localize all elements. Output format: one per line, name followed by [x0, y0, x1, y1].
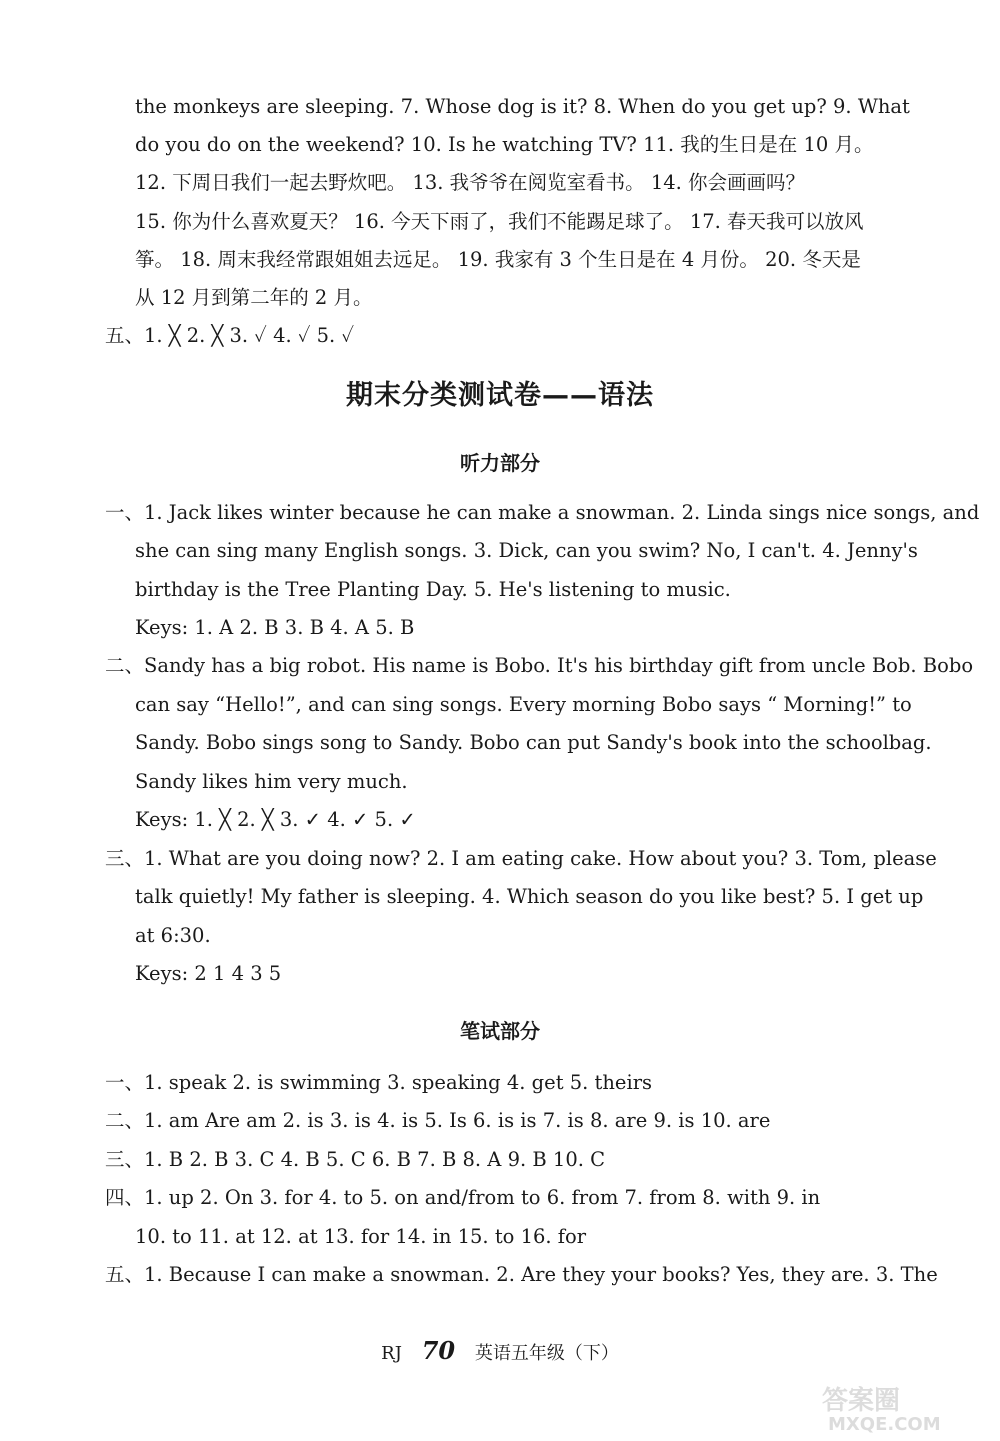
text-line: 15. 你为什么喜欢夏天？ 16. 今天下雨了，我们不能踢足球了。 17. 春天我可以放风: [135, 210, 864, 233]
watermark-logo: [792, 1380, 992, 1438]
text-line: 四、1. up 2. On 3. for 4. to 5. on and/from to 6. from 7. from 8. with 9. in: [105, 1186, 821, 1209]
listening-heading: 听力部分: [460, 451, 540, 475]
text-line: do you do on the weekend? 10. Is he watching TV? 11. 我的生日是在 10 月。: [135, 133, 874, 156]
watermark-text: 答案圈: [822, 1386, 901, 1416]
text-line: 三、1. What are you doing now? 2. I am eating cake. How about you? 3. Tom, please: [105, 847, 937, 870]
text-line: 筝。 18. 周末我经常跟姐姐去远足。 19. 我家有 3 个生日是在 4 月份。 20. 冬天是: [135, 248, 861, 271]
text-line: talk quietly! My father is sleeping. 4. Which season do you like best? 5. I get up: [135, 885, 924, 908]
section-title: 期末分类测试卷——语法: [346, 380, 654, 411]
text-line: birthday is the Tree Planting Day. 5. He's listening to music.: [135, 578, 731, 601]
text-line: Sandy likes him very much.: [135, 770, 408, 793]
page-number: 70: [421, 1336, 456, 1365]
text-line: 三、1. B 2. B 3. C 4. B 5. C 6. B 7. B 8. A 9. B 10. C: [105, 1148, 606, 1171]
text-line: 从 12 月到第二年的 2 月。: [135, 286, 373, 309]
text-line: 二、Sandy has a big robot. His name is Bobo. It's his birthday gift from uncle Bob. Bobo: [105, 654, 974, 677]
text-line: 一、1. speak 2. is swimming 3. speaking 4. get 5. theirs: [105, 1071, 653, 1094]
page-footer: [0, 1336, 1000, 1365]
text-line: she can sing many English songs. 3. Dick, can you swim? No, I can't. 4. Jenny's: [135, 539, 918, 562]
footer-edition: RJ: [381, 1343, 402, 1364]
text-line: 一、1. Jack likes winter because he can make a snowman. 2. Linda sings nice songs, and: [105, 501, 980, 524]
text-line: Sandy. Bobo sings song to Sandy. Bobo can put Sandy's book into the schoolbag.: [135, 731, 932, 754]
text-line: 五、1. ╳ 2. ╳ 3. ✓ 4. ✓ 5. ✓: [105, 324, 355, 347]
text-line: 10. to 11. at 12. at 13. for 14. in 15. to 16. for: [135, 1225, 587, 1248]
text-line: Keys: 2 1 4 3 5: [135, 962, 282, 985]
text-line: 12. 下周日我们一起去野炊吧。 13. 我爷爷在阅览室看书。 14. 你会画画吗？: [135, 171, 806, 194]
watermark-url: MXQE.COM: [828, 1414, 941, 1435]
text-line: 二、1. am Are am 2. is 3. is 4. is 5. Is 6. is is 7. is 8. are 9. is 10. are: [105, 1109, 771, 1132]
text-line: 五、1. Because I can make a snowman. 2. Are they your books? Yes, they are. 3. The: [105, 1263, 938, 1286]
text-line: Keys: 1. A 2. B 3. B 4. A 5. B: [135, 616, 415, 639]
footer-subject: 英语五年级（下）: [474, 1343, 619, 1364]
text-line: the monkeys are sleeping. 7. Whose dog is it? 8. When do you get up? 9. What: [135, 95, 910, 118]
text-line: can say “Hello!”, and can sing songs. Every morning Bobo says “ Morning!” to: [135, 693, 912, 716]
writing-heading: 笔试部分: [460, 1019, 540, 1043]
text-line: Keys: 1. ╳ 2. ╳ 3. ✓ 4. ✓ 5. ✓: [135, 808, 416, 831]
text-line: at 6:30.: [135, 924, 211, 947]
